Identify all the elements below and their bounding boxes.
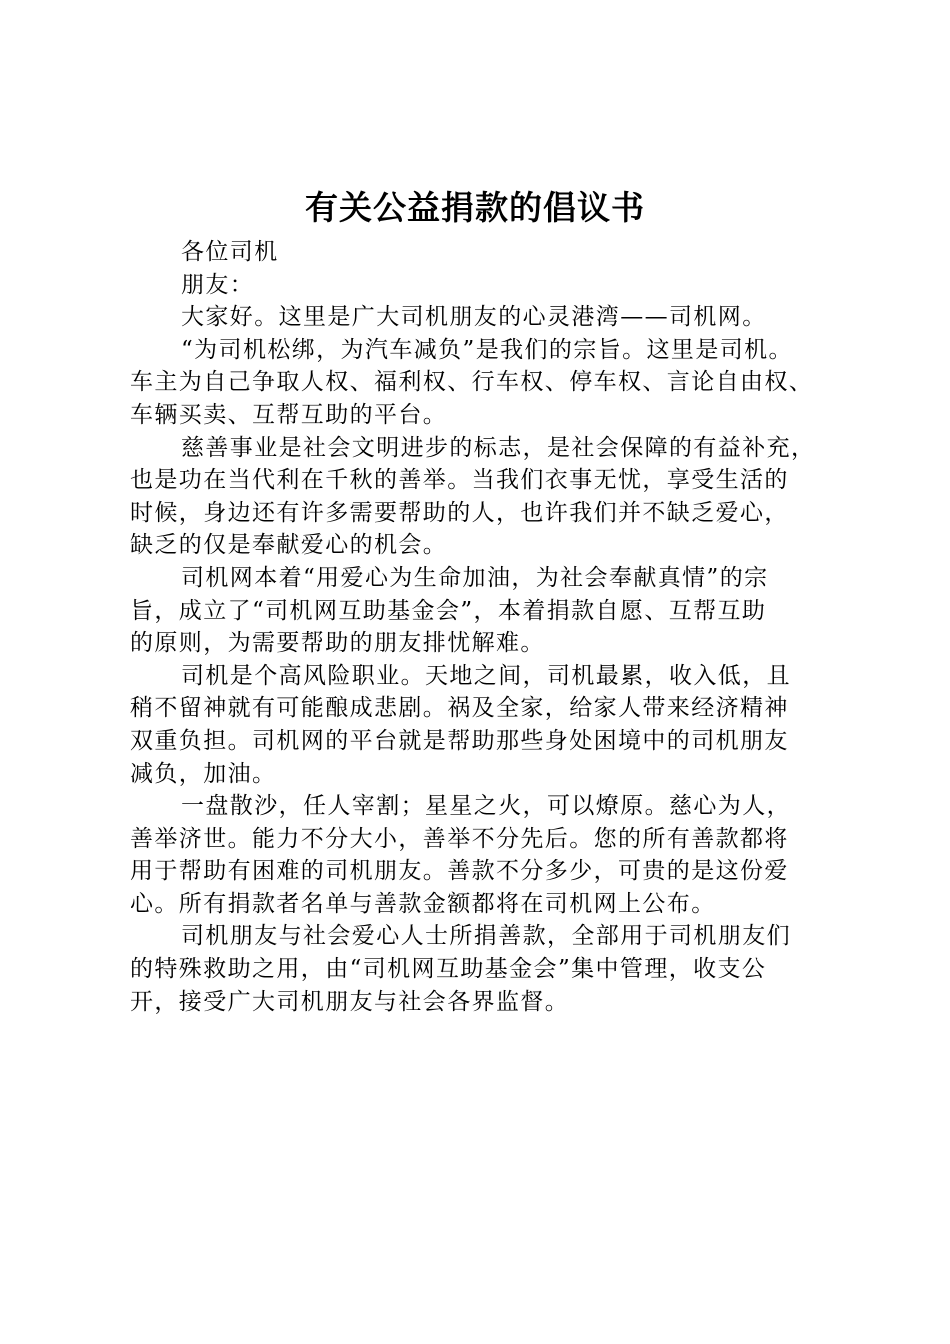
text-line: 善举济世。能力不分大小，善举不分先后。您的所有善款都将 (130, 825, 789, 852)
document-title: 有关公益捐款的倡议书 (305, 188, 645, 227)
text-line: 缺乏的仅是奉献爱心的机会。 (130, 532, 448, 559)
document-body (130, 236, 830, 1018)
text-line: “为司机松绑，为汽车减负”是我们的宗旨。这里是司机。 (181, 336, 793, 363)
text-line: 的原则，为需要帮助的朋友排忧解难。 (130, 630, 545, 657)
text-line: 用于帮助有困难的司机朋友。善款不分多少，可贵的是这份爱 (130, 858, 789, 885)
text-line: 旨，成立了“司机网互助基金会”，本着捐款自愿、互帮互助 (130, 597, 767, 624)
text-line: 稍不留神就有可能酿成悲剧。祸及全家，给家人带来经济精神 (130, 695, 789, 722)
text-line: 双重负担。司机网的平台就是帮助那些身处困境中的司机朋友 (130, 727, 789, 754)
text-line: 开，接受广大司机朋友与社会各界监督。 (130, 988, 570, 1015)
text-line: 朋友： (181, 271, 255, 298)
text-line: 的特殊救助之用，由“司机网互助基金会”集中管理，收支公 (130, 956, 767, 983)
text-line: 司机是个高风险职业。天地之间，司机最累，收入低，且 (181, 662, 791, 689)
text-line: 心。所有捐款者名单与善款金额都将在司机网上公布。 (130, 890, 716, 917)
text-line: 时候，身边还有许多需要帮助的人，也许我们并不缺乏爱心， (130, 499, 789, 526)
text-line: 司机网本着“用爱心为生命加油，为社会奉献真情”的宗 (181, 564, 769, 591)
text-line: 一盘散沙，任人宰割；星星之火，可以燎原。慈心为人， (181, 793, 791, 820)
text-line: 各位司机 (181, 239, 279, 265)
text-line: 车辆买卖、互帮互助的平台。 (130, 401, 448, 428)
text-line: 大家好。这里是广大司机朋友的心灵港湾——司机网。 (181, 304, 767, 331)
text-line: 也是功在当代利在千秋的善举。当我们衣事无忧，享受生活的 (130, 467, 789, 494)
text-line: 慈善事业是社会文明进步的标志，是社会保障的有益补充， (181, 434, 816, 461)
text-line: 车主为自己争取人权、福利权、行车权、停车权、言论自由权、 (130, 369, 814, 396)
text-line: 司机朋友与社会爱心人士所捐善款，全部用于司机朋友们 (181, 923, 791, 950)
text-line: 减负，加油。 (130, 760, 277, 787)
